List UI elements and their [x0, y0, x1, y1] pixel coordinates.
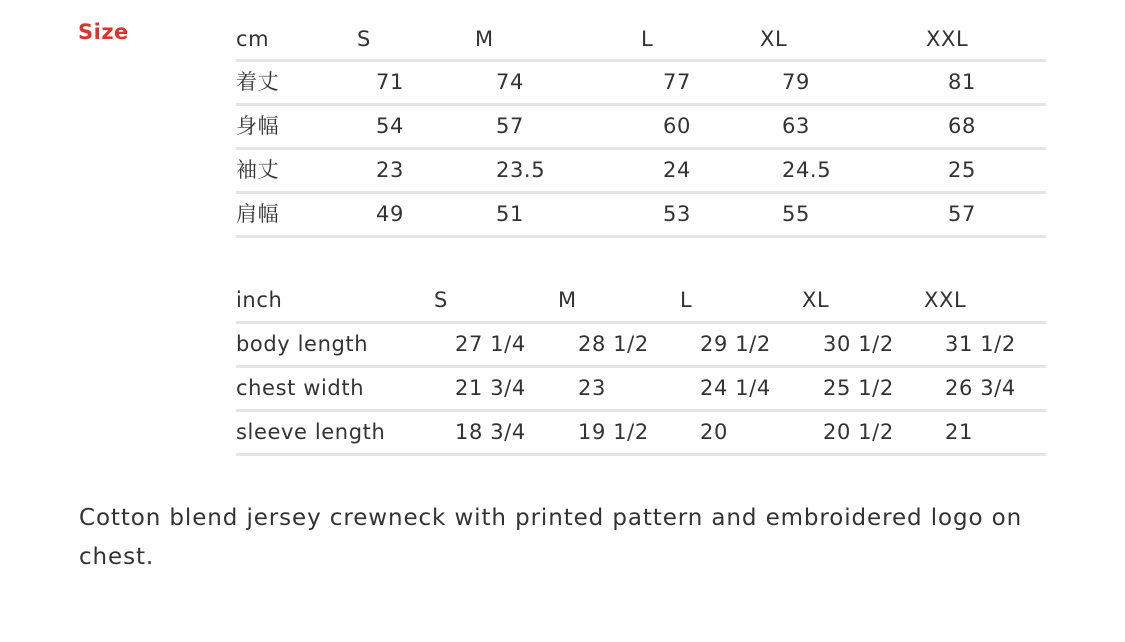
table-cell: 21	[945, 420, 973, 444]
table-row	[236, 368, 1046, 412]
size-table-inch	[236, 280, 1046, 456]
table-cell: 31 1/2	[945, 332, 1016, 356]
size-header: XL	[802, 288, 830, 312]
size-header: XXL	[924, 288, 967, 312]
size-header: S	[434, 288, 448, 312]
table-cell: 27 1/4	[455, 332, 526, 356]
table-cell: 20 1/2	[823, 420, 894, 444]
table-cell: 74	[496, 70, 524, 94]
table-cell: 26 3/4	[945, 376, 1016, 400]
table-cell: 24.5	[782, 158, 832, 182]
table-cell: 24 1/4	[700, 376, 771, 400]
table-cell: 60	[663, 114, 691, 138]
table-cell: 28 1/2	[578, 332, 649, 356]
unit-label: cm	[236, 27, 270, 51]
table-cell: 57	[496, 114, 524, 138]
product-description: Cotton blend jersey crewneck with printed pattern and embroidered logo on chest.	[79, 505, 1023, 570]
table-cell: 24	[663, 158, 691, 182]
table-cell: 53	[663, 202, 691, 226]
row-label: 袖丈	[236, 158, 280, 182]
table-cell: 19 1/2	[578, 420, 649, 444]
table-cell: 30 1/2	[823, 332, 894, 356]
row-label: sleeve length	[236, 420, 386, 444]
table-cell: 68	[948, 114, 976, 138]
size-header: S	[357, 27, 371, 51]
row-label: 肩幅	[236, 202, 280, 226]
table-cell: 57	[948, 202, 976, 226]
row-label: 着丈	[236, 70, 280, 94]
row-label: body length	[236, 332, 369, 356]
size-header: L	[641, 27, 654, 51]
size-header: L	[680, 288, 693, 312]
table-cell: 77	[663, 70, 691, 94]
size-heading: Size	[78, 20, 129, 44]
table-row	[236, 106, 1046, 150]
table-cell: 71	[376, 70, 404, 94]
table-cell: 25 1/2	[823, 376, 894, 400]
unit-label: inch	[236, 288, 283, 312]
size-table-cm	[236, 20, 1046, 238]
table-cell: 23	[578, 376, 606, 400]
table-cell: 79	[782, 70, 810, 94]
table-cell: 18 3/4	[455, 420, 526, 444]
table-row	[236, 412, 1046, 456]
table-row	[236, 324, 1046, 368]
table-cell: 54	[376, 114, 404, 138]
table-header-row	[236, 20, 1046, 62]
table-row	[236, 150, 1046, 194]
table-cell: 55	[782, 202, 810, 226]
table-cell: 23.5	[496, 158, 546, 182]
table-cell: 81	[948, 70, 976, 94]
size-header: M	[558, 288, 577, 312]
size-header: XL	[760, 27, 788, 51]
table-cell: 29 1/2	[700, 332, 771, 356]
table-row	[236, 62, 1046, 106]
table-header-row	[236, 280, 1046, 324]
table-cell: 51	[496, 202, 524, 226]
table-cell: 21 3/4	[455, 376, 526, 400]
table-cell: 49	[376, 202, 404, 226]
row-label: chest width	[236, 376, 365, 400]
size-header: M	[475, 27, 494, 51]
table-cell: 20	[700, 420, 728, 444]
table-cell: 25	[948, 158, 976, 182]
table-cell: 23	[376, 158, 404, 182]
row-label: 身幅	[236, 114, 280, 138]
table-cell: 63	[782, 114, 810, 138]
table-row	[236, 194, 1046, 238]
size-header: XXL	[926, 27, 969, 51]
